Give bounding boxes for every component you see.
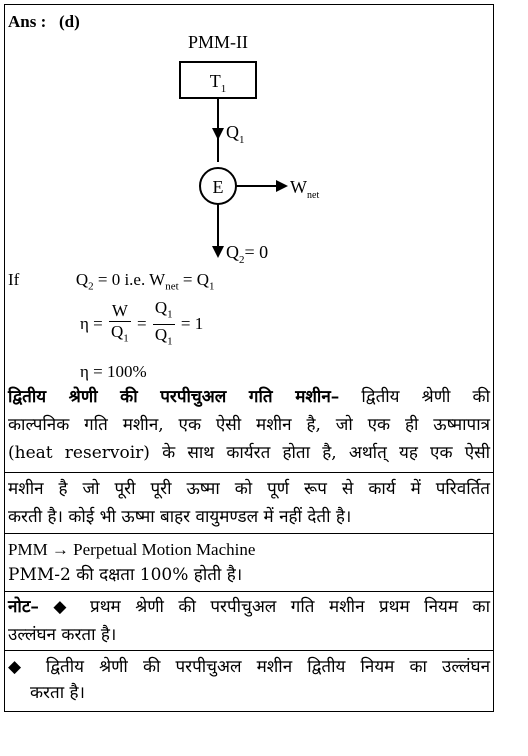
para-line-2: काल्पनिक गति मशीन, एक ऐसी मशीन है, जो एक ही ऊष्मापात्र — [8, 415, 490, 435]
efficiency-result: η = 100% — [80, 362, 147, 381]
section-heading: द्वितीय श्रेणी की परपीचुअल गति मशीन– — [8, 387, 340, 407]
para-line-5: करती है। कोई भी ऊष्मा बाहर वायुमण्डल में नहीं देती है। — [8, 507, 352, 527]
note-label: नोट– — [8, 597, 39, 617]
answer-label: Ans : — [8, 12, 47, 31]
if-label: If — [8, 270, 20, 289]
divider-3 — [4, 591, 494, 592]
note-line-1: नोट– ◆ प्रथम श्रेणी की परपीचुअल गति मशीन प्रथम नियम का — [8, 597, 490, 617]
note-line-4: करता है। — [30, 683, 85, 703]
fraction-w-over-q1: $\frac{W}{Q_1}$ — [110, 301, 129, 345]
condition: $Q_2 = 0$ i.e. $W_{net} = Q_1$ — [75, 270, 215, 293]
q1-label: $Q_1$ — [226, 122, 245, 146]
work-label: $W_{net}$ — [290, 177, 320, 201]
q2-label: $Q_2= 0$ — [226, 242, 269, 266]
q1-arrowhead — [212, 128, 224, 140]
divider-4 — [4, 650, 494, 651]
if-line — [8, 266, 215, 300]
answer-value: (d) — [59, 12, 80, 31]
q2-arrowhead — [212, 246, 224, 258]
engine-label: E — [212, 177, 224, 197]
efficiency-statement: PMM-2 की दक्षता 100% होती है। — [8, 565, 243, 585]
work-arrowhead — [276, 180, 288, 192]
efficiency-equation: η = $\frac{W}{Q_1}$ = $\frac{Q_1}{Q_1}$ = 1 — [80, 298, 203, 352]
para-line-4: मशीन है जो पूरी पूरी ऊष्मा को पूर्ण रूप से कार्य में परिवर्तित — [8, 479, 490, 499]
reservoir-label: $T_1$ — [209, 71, 227, 95]
fraction-q1-over-q1: $\frac{Q_1}{Q_1}$ — [154, 298, 173, 348]
divider-2 — [4, 533, 494, 534]
pmm-diagram — [0, 0, 528, 270]
para-line-3: (heat reservoir) के साथ कार्यरत होता है, अर्थात् यह एक ऐसी — [8, 443, 490, 463]
divider-1 — [4, 472, 494, 473]
para-line-1: द्वितीय श्रेणी की परपीचुअल गति मशीन– द्वितीय श्रेणी की — [8, 387, 490, 407]
pmm-definition: PMM → Perpetual Motion Machine — [8, 540, 256, 559]
diagram-title: PMM-II — [187, 32, 249, 52]
note-line-2: उल्लंघन करता है। — [8, 625, 117, 645]
note-line-3: ◆ द्वितीय श्रेणी की परपीचुअल मशीन द्वितीय नियम का उल्लंघन — [8, 657, 490, 677]
